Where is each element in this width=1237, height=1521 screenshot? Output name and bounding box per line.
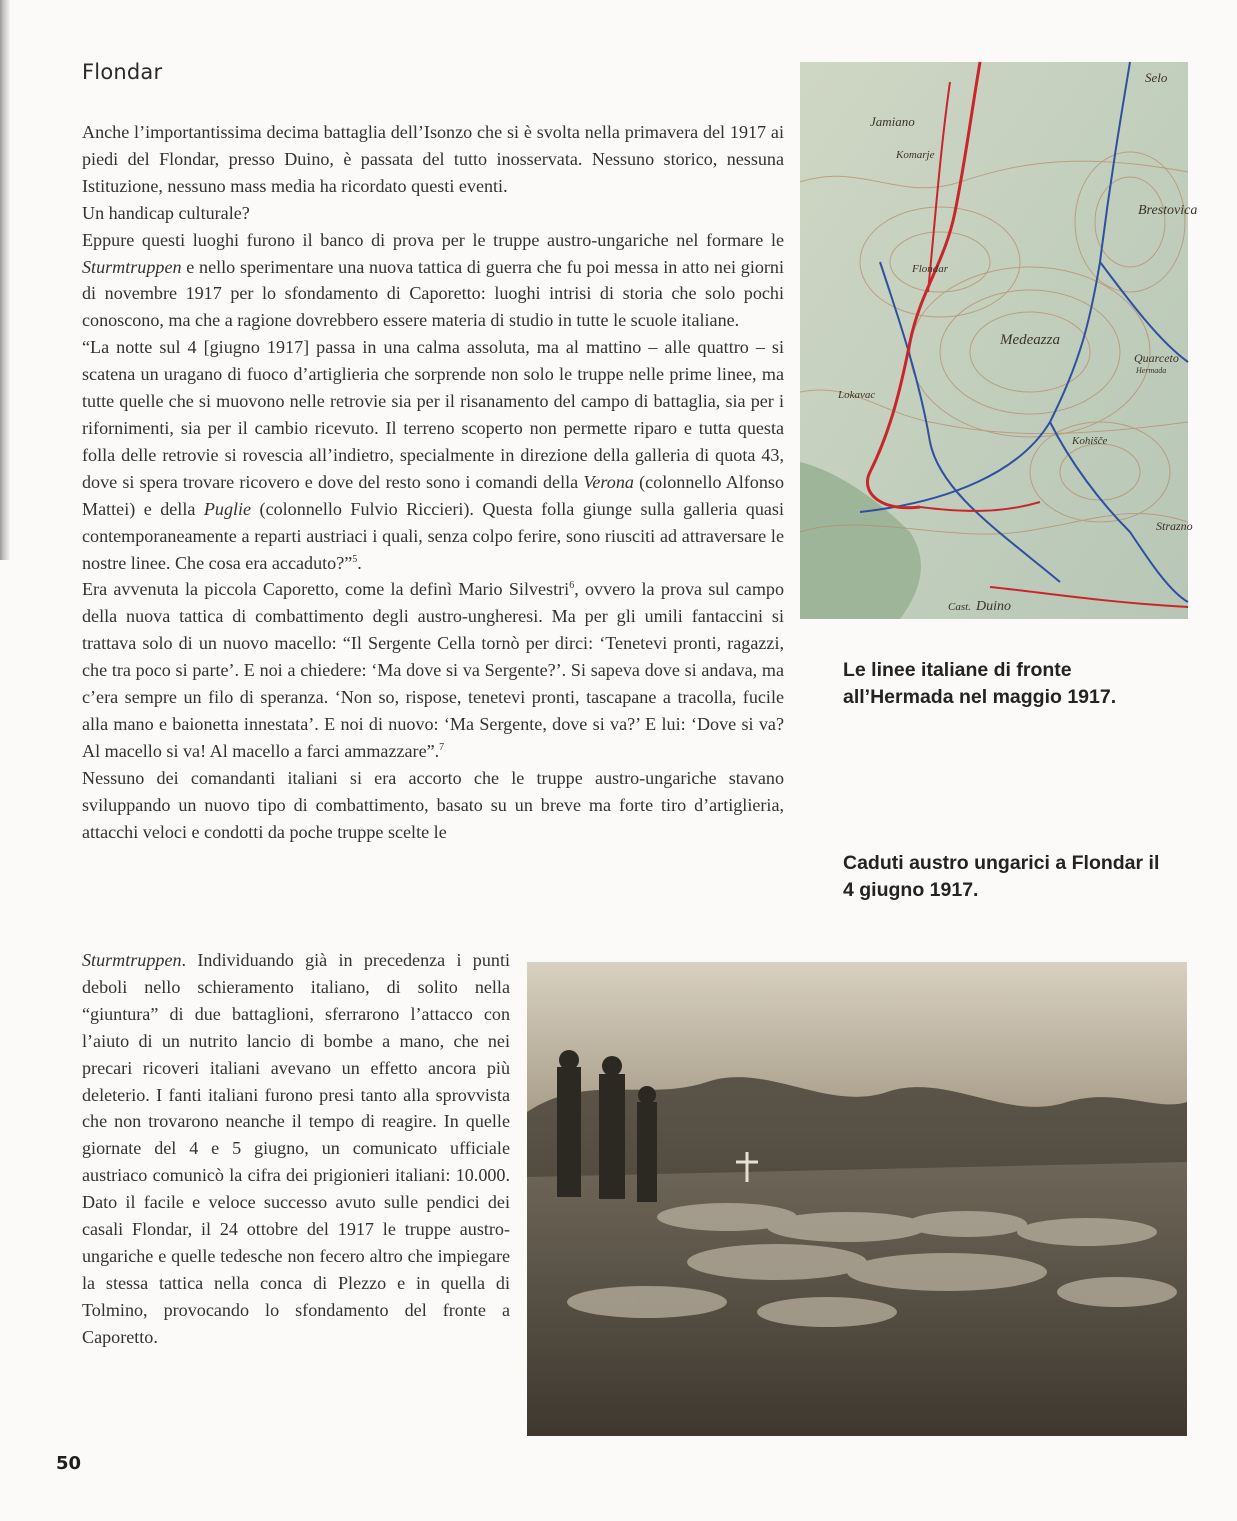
footnote-ref-7: 7 xyxy=(439,741,445,753)
map-label-lokavac: Lokavac xyxy=(838,389,876,401)
paragraph-handicap: Un handicap culturale? xyxy=(82,202,250,223)
paragraph-piccola-caporetto: Era avvenuta la piccola Caporetto, come la definì Mario Silvestri$^6$, ovvero la prova sul campo della nuova tattica di combattimento degli austro-ungheresi. Ma per gli umili fantaccini si trattava solo di un nuovo macello: “Il Sergente Cella tornò per dirci: ‘Tenetevi pronti, ragazzi, che tra poco si parte’. E noi a chiedere: ‘Ma dove si va Sergente?’. Si sapeva dove si andava, ma c’era sempre un filo di speranza. ‘Non so, rispose, tenetevi pronti, tascapane a tracolla, fucile alla mano e baionetta innestata’. E noi di nuovo: ‘Ma Sergente, dove si va?’ E lui: ‘Dove si va? Al macello si va! Al macello a farci ammazzare”.$^7$ xyxy=(82,579,785,761)
main-text-column xyxy=(82,119,784,845)
map-label-jamiano: Jamiano xyxy=(870,114,915,129)
map-label-brestovica: Brestovica xyxy=(1138,203,1198,218)
map-label-kohisce: Kohišče xyxy=(1072,435,1108,447)
map-label-kasl: Cast. xyxy=(948,601,971,613)
map-figure xyxy=(800,62,1198,619)
page-spine-shadow xyxy=(0,0,10,560)
map-caption: Le linee italiane di fronte all’Hermada nel maggio 1917. xyxy=(843,659,1117,708)
section-title: Flondar xyxy=(82,60,163,84)
map-label-flondar: Flondar xyxy=(912,263,949,275)
map-label-medeazza: Medeazza xyxy=(1000,332,1060,348)
map-label-duino: Duino xyxy=(976,599,1011,614)
paragraph-sturmtruppen-tactic: Sturmtruppen. Individuando già in precedenza i punti deboli nello schieramento italiano, di solito nella “giuntura” di due battaglioni, sferrarono l’attacco con l’aiuto di un nutrito lancio di bombe a mano, che nei precari ricoveri italiani avevano un effetto ancora più deleterio. I fanti italiani furono presi tanto alla sprovvista che non trovarono neanche il tempo di reagire. In quelle giornate del 4 e 5 giugno, un comunicato ufficiale austriaco comunicò la cifra dei prigionieri italiani: 10.000. Dato il facile e veloce successo avuto sulle pendici dei casali Flondar, il 24 ottobre del 1917 le truppe austro-ungariche e quelle tedesche non fecero altro che impiegare la stessa tattica nella conca di Plezzo e in quella di Tolmino, provocando lo sfondamento del fronte a Caporetto. xyxy=(82,950,510,1347)
paragraph-quote-notte: “La notte sul 4 [giugno 1917] passa in una calma assoluta, ma al mattino – alle quattro – si scatena un uragano di fuoco d’artiglieria che sorprende non solo le truppe nelle prime linee, ma tutte quelle che si muovono nelle retrovie sia per il risanamento del campo di battaglia, sia per i rifornimenti, sia per il cambio ricevuto. Il terreno scoperto non permette riparo e tutta questa folla delle retrovie si rovescia all’indietro, specialmente in direzione della galleria di quota 43, dove si spera trovare ricovero e dove del resto sono i comandi della Verona (colonnello Alfonso Mattei) e della Puglie (colonnello Fulvio Riccieri). Questa folla giunge sulla galleria quasi contemporaneamente a reparti austriaci i quali, senza colpo ferire, sono riusciti ad attraversare le nostre linee. Che cosa era accaduto?”$^5$. xyxy=(82,337,784,573)
footnote-ref-5: 5 xyxy=(352,553,358,565)
fallen-soldiers-photo xyxy=(527,962,1187,1436)
map-label-komarje: Komarje xyxy=(896,149,935,161)
map-label-hermada: Hermada xyxy=(1136,366,1167,375)
page-number: 50 xyxy=(56,1453,82,1474)
paragraph-banco-di-prova: Eppure questi luoghi furono il banco di prova per le truppe austro-ungariche nel formare le Sturmtruppen e nello sperimentare una nuova tattica di guerra che fu poi messa in atto nei giorni di novembre 1917 per lo sfondamento di Caporetto: luoghi intrisi di storia che solo pochi conoscono, ma che a ragione dovrebbero essere materia di studio in tutte le scuole italiane. xyxy=(82,229,784,331)
map-label-strazno: Strazno xyxy=(1156,519,1193,533)
front-lines-map-image xyxy=(800,62,1198,619)
map-label-quarceto: Quarceto xyxy=(1134,351,1179,365)
photo-caption: Caduti austro ungarici a Flondar il 4 giugno 1917. xyxy=(843,852,1160,901)
footnote-ref-6: 6 xyxy=(569,580,575,592)
paragraph-nessuno-comandanti: Nessuno dei comandanti italiani si era accorto che le truppe austro-ungariche stavano sviluppando un nuovo tipo di combattimento, basato su un breve ma forte tiro d’artiglieria, attacchi veloci e condotti da poche truppe scelte le xyxy=(82,767,784,842)
photo-figure xyxy=(527,962,1187,1436)
map-label-selo: Selo xyxy=(1145,70,1168,85)
paragraph-intro: Anche l’importantissima decima battaglia dell’Isonzo che si è svolta nella primavera del 1917 ai piedi del Flondar, presso Duino, è passata del tutto inosservata. Nessuno storico, nessuna Istituzione, nessuno mass media ha ricordato questi eventi. xyxy=(82,122,784,196)
narrow-text-column xyxy=(82,947,510,1351)
